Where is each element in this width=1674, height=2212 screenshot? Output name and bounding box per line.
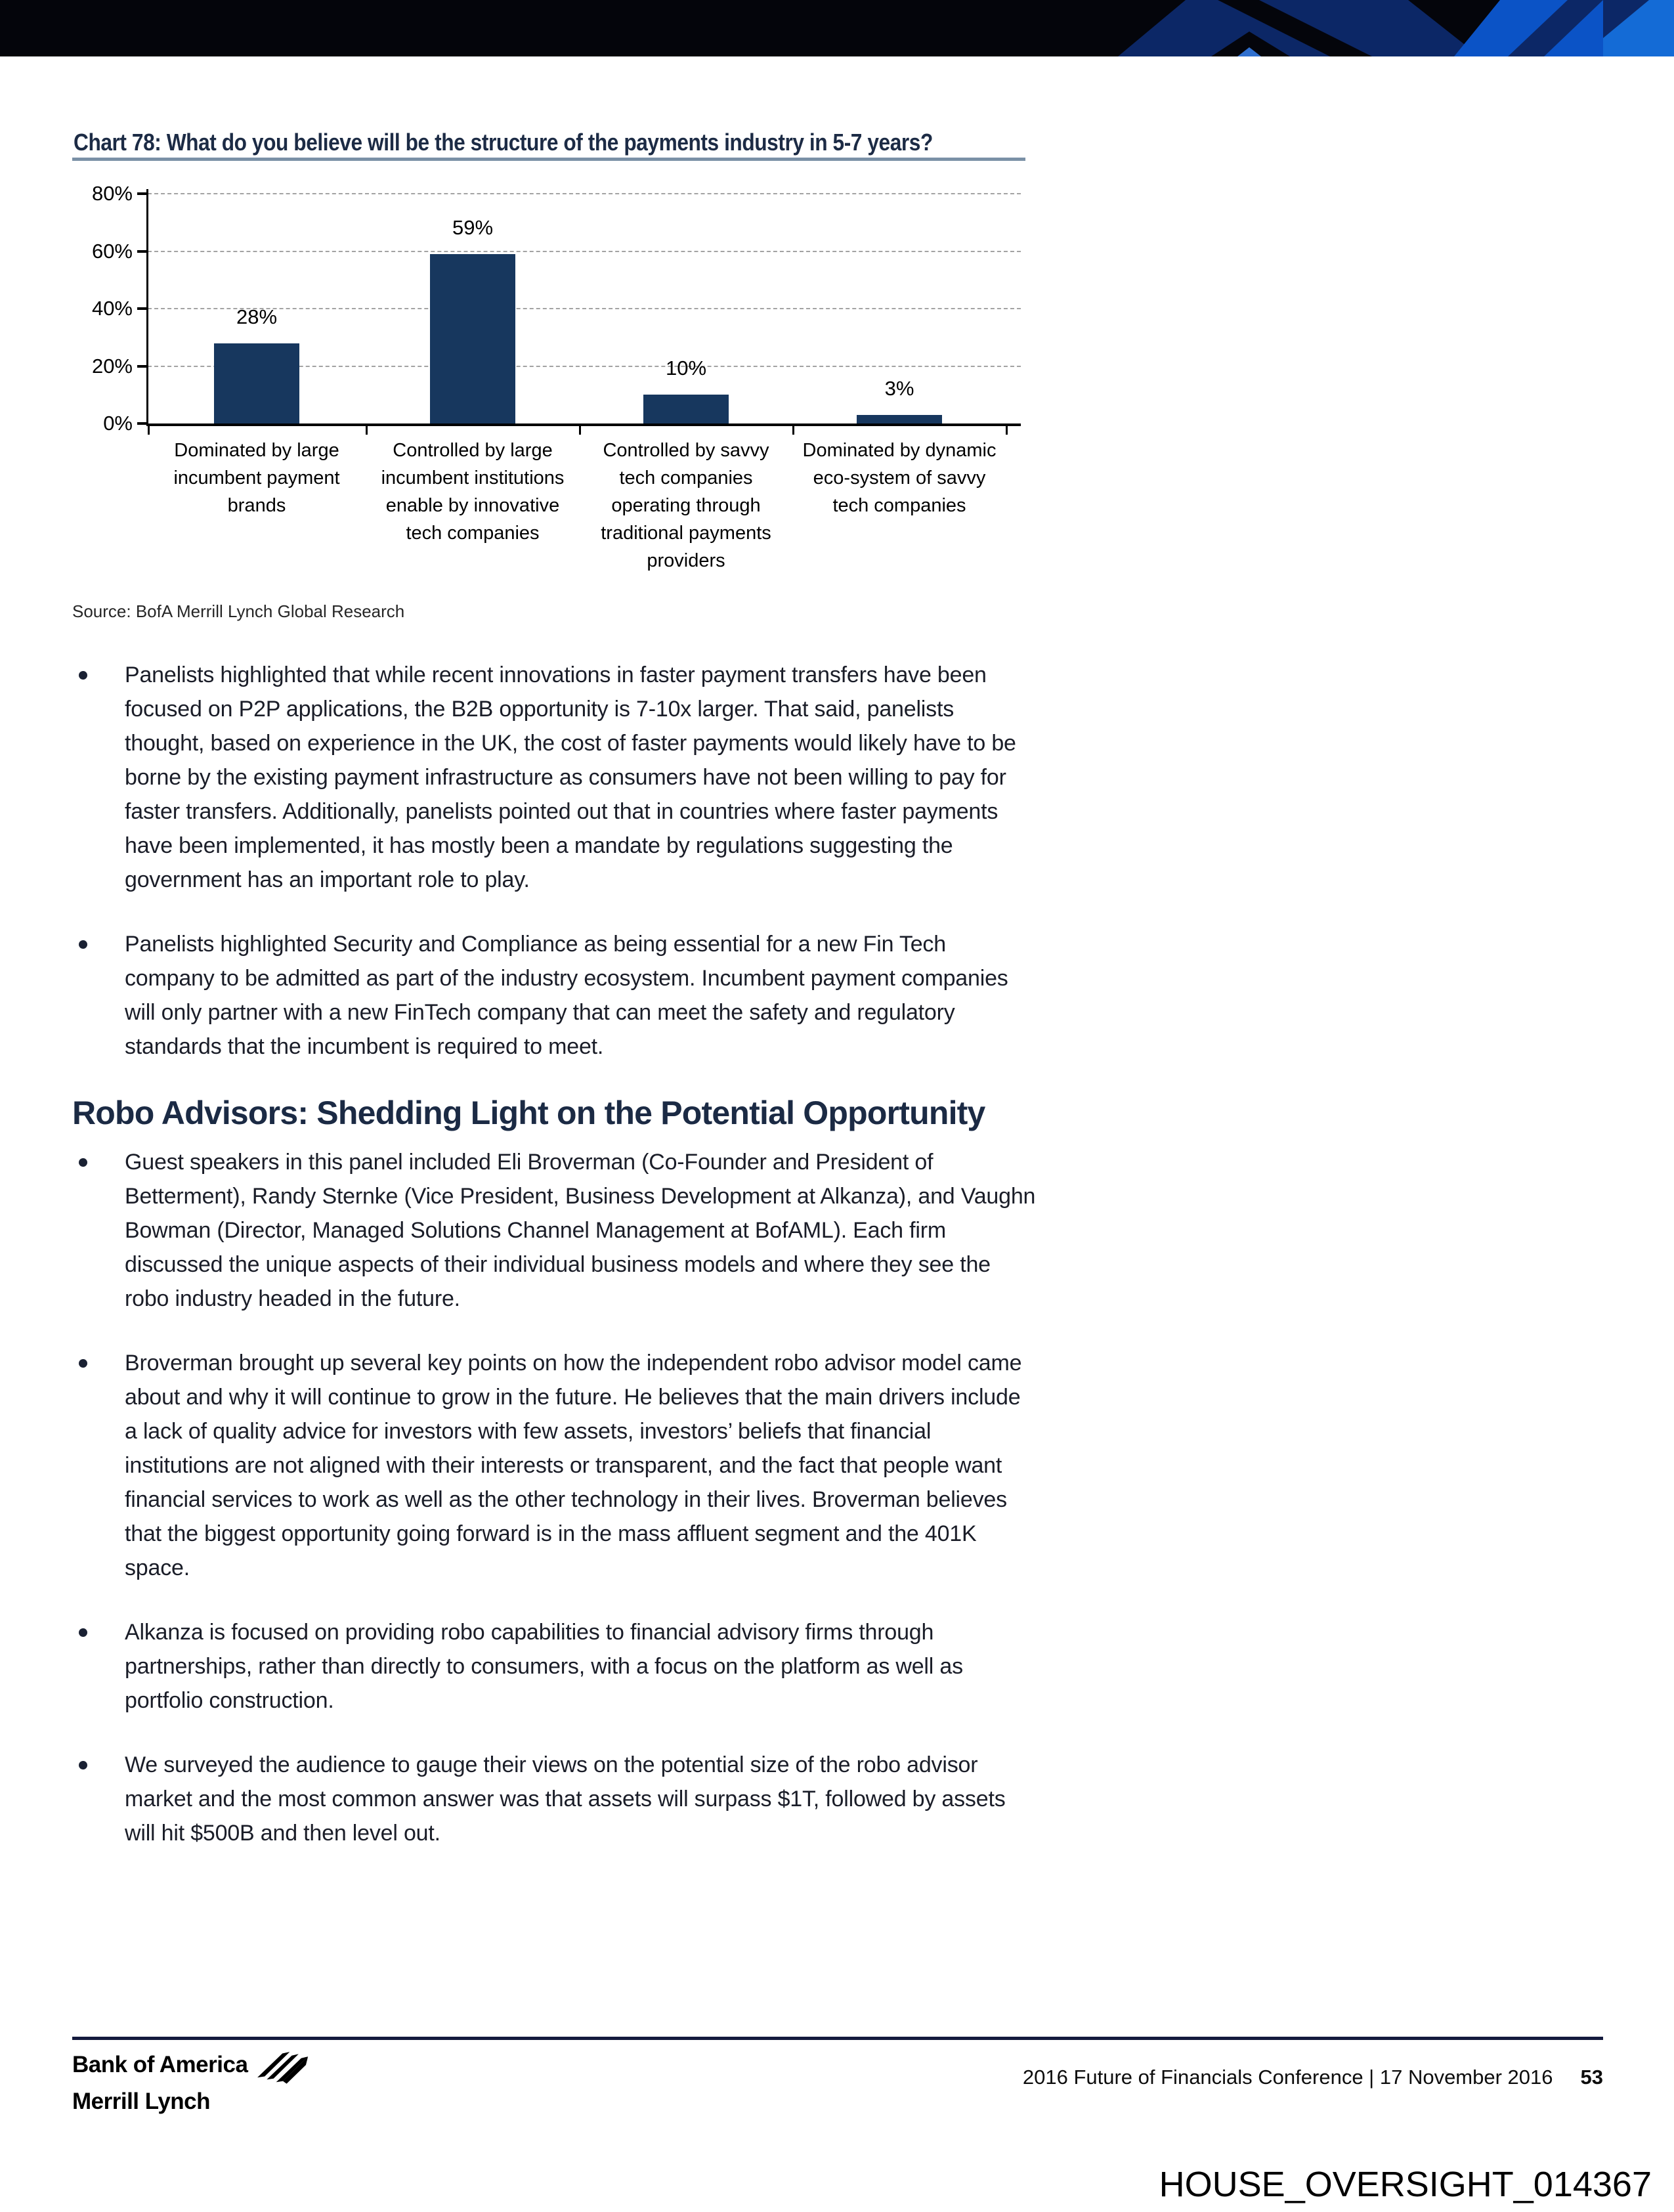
chart-source: Source: BofA Merrill Lynch Global Research: [72, 601, 405, 621]
flagscape-graphic: [1083, 0, 1674, 56]
bullet-dot-glyph: [79, 671, 87, 680]
y-axis-tick-mark: [137, 422, 147, 425]
y-axis-line: [146, 189, 148, 426]
section-heading-robo-advisors: Robo Advisors: Shedding Light on the Potential Opportunity: [72, 1095, 985, 1131]
bullet-dot: [72, 1145, 125, 1316]
brand-logo: [72, 2051, 312, 2115]
gridline: [148, 193, 1021, 194]
x-axis-tick-mark: [1006, 426, 1008, 435]
chart-title: Chart 78: What do you believe will be the structure of the payments industry in 5-7 years?: [74, 129, 933, 156]
bullet-item: [72, 1145, 1037, 1316]
bar-chart: [72, 169, 1096, 640]
bullet-dot-glyph: [79, 1761, 87, 1769]
bullet-text: We surveyed the audience to gauge their views on the potential size of the robo advisor market and the most common answer was that assets will surpass $1T, followed by assets will hit $500B and then level out.: [125, 1752, 1006, 1846]
x-axis-category-label: Dominated by dynamic eco-system of savvy tech companies: [802, 440, 997, 516]
y-axis-tick-mark: [137, 365, 147, 368]
chart-title-rule: [72, 158, 1025, 161]
bullet-dot: [72, 1346, 125, 1585]
bofa-flag-icon: [254, 2047, 312, 2088]
y-axis-tick-mark: [137, 250, 147, 253]
conference-text: 2016 Future of Financials Conference | 17 November 2016: [1022, 2066, 1553, 2089]
brand-line2: Merrill Lynch: [72, 2089, 211, 2114]
bullet-text: Alkanza is focused on providing robo capabilities to financial advisory firms through partnerships, rather than directly to consumers, with a focus on the platform as well as portfolio construction.: [125, 1620, 963, 1713]
bullet-item: [72, 927, 1037, 1064]
bar-value-label: 3%: [884, 376, 914, 400]
page-number: 53: [1580, 2066, 1603, 2089]
y-axis-tick-mark: [137, 307, 147, 310]
y-axis-tick-label: 0%: [103, 412, 133, 435]
bar-3: [643, 395, 729, 423]
bullet-dot-glyph: [79, 1628, 87, 1637]
bullet-item: [72, 658, 1037, 897]
bar-4: [857, 415, 942, 423]
y-axis-tick-label: 20%: [91, 354, 133, 378]
bullet-item: [72, 1346, 1037, 1585]
gridline: [148, 251, 1021, 252]
bates-stamp: HOUSE_OVERSIGHT_014367: [1159, 2165, 1652, 2204]
payments-bullet-list: [72, 658, 1037, 1064]
top-banner: [0, 0, 1674, 56]
x-axis-tick-mark: [579, 426, 581, 435]
y-axis-tick-label: 40%: [91, 297, 133, 320]
footer-conference-info: [1023, 2066, 1603, 2089]
x-axis-line: [146, 423, 1021, 426]
y-axis-tick-mark: [137, 192, 147, 195]
bullet-dot: [72, 1748, 125, 1850]
x-axis-category-label: Controlled by savvy tech companies operating through traditional payments providers: [601, 440, 771, 571]
brand-line1: Bank of America: [72, 2052, 248, 2077]
bar-1: [214, 343, 299, 424]
bullet-dot: [72, 658, 125, 897]
footer-rule: [72, 2037, 1603, 2040]
x-axis-tick-mark: [366, 426, 368, 435]
bullet-dot-glyph: [79, 1359, 87, 1368]
bullet-text: Panelists highlighted Security and Compliance as being essential for a new Fin Tech company to be admitted as part of the industry ecosystem. Incumbent payment companies will only partner with a new FinTech company that can meet the safety and regulatory standards that the incumbent is required to meet.: [125, 932, 1008, 1059]
bullet-dot: [72, 927, 125, 1064]
y-axis-tick-label: 80%: [91, 182, 133, 205]
bar-value-label: 10%: [665, 357, 707, 380]
bullet-dot-glyph: [79, 1158, 87, 1167]
body-content: [72, 658, 1037, 1880]
x-axis-tick-mark: [792, 426, 794, 435]
bullet-dot: [72, 1615, 125, 1718]
bullet-item: [72, 1615, 1037, 1718]
bullet-text: Panelists highlighted that while recent innovations in faster payment transfers have been focused on P2P applications, the B2B opportunity is 7-10x larger. That said, panelists thought, based on experience in the UK, the cost of faster payments would likely have to be borne by the existing payment infrastructure as consumers have not been willing to pay for faster transfers. Additionally, panelists pointed out that in countries where faster payments have been implemented, it has mostly been a mandate by regulations suggesting the government has an important role to play.: [125, 662, 1016, 892]
bullet-dot-glyph: [79, 940, 87, 949]
y-axis-tick-label: 60%: [91, 239, 133, 263]
bullet-item: [72, 1748, 1037, 1850]
bullet-text: Guest speakers in this panel included Eli Broverman (Co-Founder and President of Betterment), Randy Sternke (Vice President, Business Development at Alkanza), and Vaughn Bowman (Director, Managed Solutions Channel Management at BofAML). Each firm discussed the unique aspects of their individual business models and where they see the robo industry headed in the future.: [125, 1150, 1036, 1311]
x-axis-tick-mark: [148, 426, 150, 435]
bar-2: [430, 254, 515, 423]
x-axis-category-label: Dominated by large incumbent payment brands: [173, 440, 340, 516]
bar-value-label: 59%: [452, 215, 494, 239]
bullet-text: Broverman brought up several key points on how the independent robo advisor model came about and why it will continue to grow in the future. He believes that the main drivers include a lack of quality advice for investors with few assets, investors’ beliefs that financial institutions are not aligned with their interests or transparent, and the fact that people want financial services to work as well as the other technology in their lives. Broverman believes that the biggest opportunity going forward is in the mass affluent segment and the 401K space.: [125, 1351, 1022, 1580]
robo-bullet-list: [72, 1145, 1037, 1850]
bar-value-label: 28%: [236, 305, 278, 328]
x-axis-category-label: Controlled by large incumbent institutions enable by innovative tech companies: [381, 440, 565, 544]
